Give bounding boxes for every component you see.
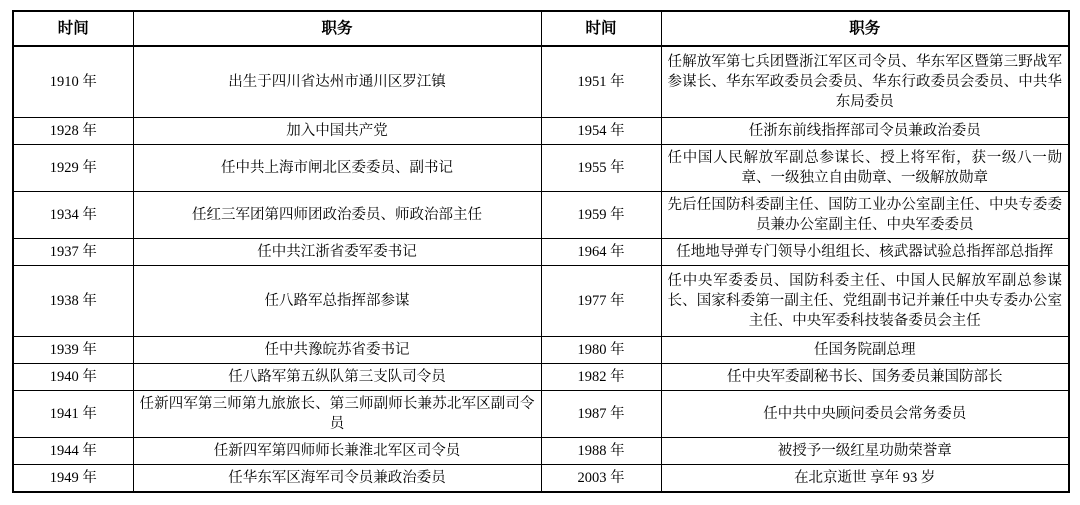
- cell-post-right: 先后任国防科委副主任、国防工业办公室副主任、中央专委委员兼办公室副主任、中央军委委员: [661, 192, 1069, 239]
- column-header-date-right: 时间: [541, 11, 661, 46]
- table-body: [13, 46, 1069, 492]
- cell-post-right: 在北京逝世 享年 93 岁: [661, 465, 1069, 493]
- cell-date-left: 1941 年: [13, 391, 133, 438]
- cell-post-left: 任中共上海市闸北区委委员、副书记: [133, 145, 541, 192]
- cell-post-right: 任解放军第七兵团暨浙江军区司令员、华东军区暨第三野战军参谋长、华东军政委员会委员、华东行政委员会委员、中共华东局委员: [661, 46, 1069, 118]
- cell-post-right: 任中共中央顾问委员会常务委员: [661, 391, 1069, 438]
- table-row: [13, 239, 1069, 266]
- cell-post-left: 任中共豫皖苏省委书记: [133, 337, 541, 364]
- cell-date-left: 1937 年: [13, 239, 133, 266]
- cell-date-right: 1982 年: [541, 364, 661, 391]
- table-row: [13, 438, 1069, 465]
- cell-post-right: 任中国人民解放军副总参谋长、授上将军衔，获一级八一勋章、一级独立自由勋章、一级解放勋章: [661, 145, 1069, 192]
- table-row: [13, 145, 1069, 192]
- cell-date-right: 1977 年: [541, 266, 661, 337]
- cell-date-right: 1955 年: [541, 145, 661, 192]
- cell-date-right: 1987 年: [541, 391, 661, 438]
- table-row: [13, 266, 1069, 337]
- table-row: [13, 337, 1069, 364]
- cell-date-left: 1938 年: [13, 266, 133, 337]
- table-row: [13, 391, 1069, 438]
- biography-timeline-table: [12, 10, 1070, 493]
- cell-post-left: 任八路军总指挥部参谋: [133, 266, 541, 337]
- table-row: [13, 118, 1069, 145]
- table-row: [13, 192, 1069, 239]
- cell-date-left: 1944 年: [13, 438, 133, 465]
- column-header-post-left: 职务: [133, 11, 541, 46]
- cell-date-left: 1934 年: [13, 192, 133, 239]
- cell-date-left: 1910 年: [13, 46, 133, 118]
- cell-post-right: 任中央军委副秘书长、国务委员兼国防部长: [661, 364, 1069, 391]
- cell-date-left: 1939 年: [13, 337, 133, 364]
- cell-post-right: 任中央军委委员、国防科委主任、中国人民解放军副总参谋长、国家科委第一副主任、党组副书记并兼任中央专委办公室主任、中央军委科技装备委员会主任: [661, 266, 1069, 337]
- cell-post-left: 任中共江浙省委军委书记: [133, 239, 541, 266]
- cell-date-right: 1954 年: [541, 118, 661, 145]
- cell-date-right: 1951 年: [541, 46, 661, 118]
- cell-date-left: 1928 年: [13, 118, 133, 145]
- cell-post-left: 出生于四川省达州市通川区罗江镇: [133, 46, 541, 118]
- column-header-date-left: 时间: [13, 11, 133, 46]
- cell-date-right: 1959 年: [541, 192, 661, 239]
- cell-post-right: 任国务院副总理: [661, 337, 1069, 364]
- cell-post-right: 任地地导弹专门领导小组组长、核武器试验总指挥部总指挥: [661, 239, 1069, 266]
- cell-date-right: 1980 年: [541, 337, 661, 364]
- cell-post-right: 任浙东前线指挥部司令员兼政治委员: [661, 118, 1069, 145]
- cell-post-left: 任新四军第三师第九旅旅长、第三师副师长兼苏北军区副司令员: [133, 391, 541, 438]
- cell-date-right: 2003 年: [541, 465, 661, 493]
- column-header-post-right: 职务: [661, 11, 1069, 46]
- cell-post-left: 任华东军区海军司令员兼政治委员: [133, 465, 541, 493]
- cell-post-left: 任八路军第五纵队第三支队司令员: [133, 364, 541, 391]
- cell-date-left: 1940 年: [13, 364, 133, 391]
- table-header: [13, 11, 1069, 46]
- cell-date-left: 1949 年: [13, 465, 133, 493]
- cell-post-left: 加入中国共产党: [133, 118, 541, 145]
- cell-date-left: 1929 年: [13, 145, 133, 192]
- table-row: [13, 465, 1069, 493]
- table-row: [13, 364, 1069, 391]
- cell-post-left: 任红三军团第四师团政治委员、师政治部主任: [133, 192, 541, 239]
- cell-date-right: 1964 年: [541, 239, 661, 266]
- cell-post-left: 任新四军第四师师长兼淮北军区司令员: [133, 438, 541, 465]
- cell-date-right: 1988 年: [541, 438, 661, 465]
- table-row: [13, 46, 1069, 118]
- table-header-row: [13, 11, 1069, 46]
- cell-post-right: 被授予一级红星功勋荣誉章: [661, 438, 1069, 465]
